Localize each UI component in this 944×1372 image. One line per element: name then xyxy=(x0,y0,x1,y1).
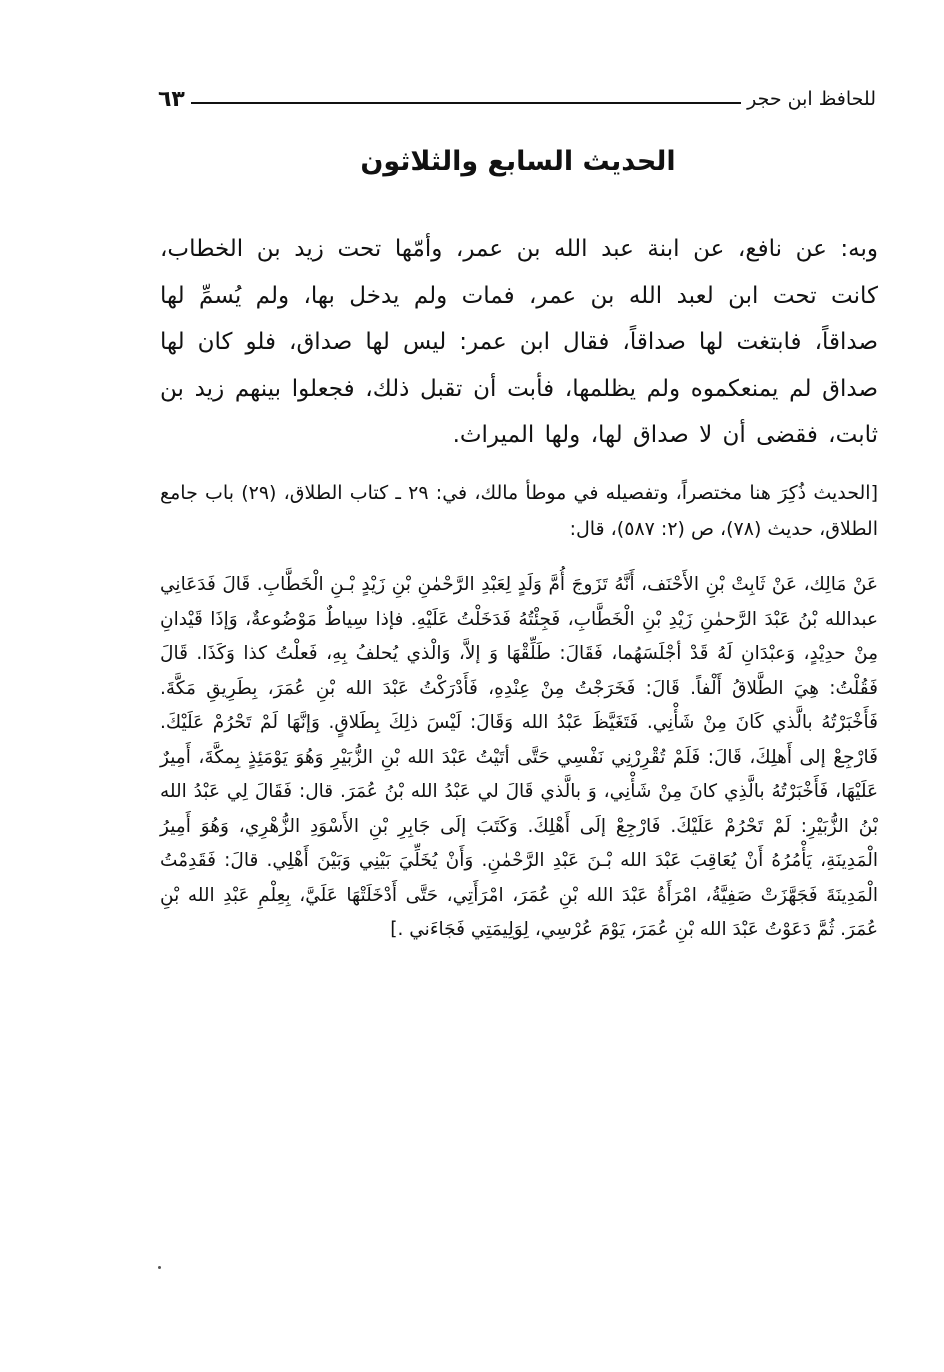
editor-note: [الحديث ذُكِرَ هنا مختصراً، وتفصيله في موطأ مالك، في: ٢٩ ـ كتاب الطلاق، (٢٩) باب جامع الطلاق، حديث (٧٨)، ص (٢: ٥٨٧)، قال: xyxy=(160,482,878,540)
scan-speck xyxy=(158,1266,161,1269)
muwatta-quote: عَنْ مَالِك، عَنْ ثَابِتْ بْنِ الأَحْنَف، أَنَّهُ تَزَوجَ أُمَّ وَلَدٍ لِعَبْدِ الرَّحْمٰنِ بْنِ زَيْدٍ بْـنِ الْخَطَّابِ. قَالَ فَدَعَانِي عبدالله بْنُ عَبْدَ الرَّحمٰنِ زَيْدِ بْنِ الْخَطَّابِ، فَجِئْتُهُ فَدَخَلْتُ عَلَيْهِ. فإذا سِياطٌ مَوْضُوعةٌ، وَإذَا قَيْدانِ مِنْ حدِيْدٍ، وَعبْدَانِ لَهُ قَدْ أجْلَسَهُما، فَقَالَ: طَلِّقْهَا وَ إلاَّ، وَالْذي يُحلفُ بِهِ، فَعلْتُ كذا وَكَذَا. قَالَ فَقُلْتُ: هِيَ الطَّلاقُ أَلْفاً. قَالَ: فَخَرَجْتُ مِنْ عِنْدِهِ، فَأَدْرَكْتُ عَبْدَ الله بْنِ عُمَرَ، بِطَرِيقِ مَكَّةَ. فَأَخْبَرْتُهُ بالَّذي كَانَ مِنْ شَأْنِي. فَتَغَيَّظَ عَبْدُ الله وَقَالَ: لَيْسَ ذلِكَ بِطَلاقٍ. وَإنَّهَا لَمْ تَحْرُمْ عَلَيْكَ. فَارْجِعْ إلى أَهلِكَ، قَالَ: فَلَمْ تُقْرِرْنِي نَفْسِي حَتَّى أتَيْتُ عَبْدَ الله بْنِ الزُّبَيْرِ وَهُوَ يَوْمَئِذٍ بِمكَّةَ، أَمِيرٌ عَلَيْهَا، فَأَخْبَرْتُهُ بالَّذِي كانَ مِنْ شَأْنِي، وَ بالَّذي قَالَ لي عَبْدُ الله بْنُ عُمَرَ. قال: فَقَالَ لِي عَبْدُ الله بْنُ الزُّبَيْرِ: لَمْ تَحْرُمْ عَلَيْكَ. فَارْجِعْ إلَى أَهْلِكَ. وَكَتَبَ إلَى جَابِرِ بْنِ الأَسْوَدِ الزُّهْرِي، وَهُوَ أَمِيرُ الْمَدِينَةِ، يَأْمُرُهُ أَنْ يُعَاقِبَ عَبْدَ الله بْـنَ عَبْدِ الرَّحْمٰنِ. وَأَنْ يُخَلِّيَ بَيْنِي وَبَيْنَ أَهْلِي. قالَ: فَقَدِمْتُ الْمَدِينَةَ فَجَهَّزَتْ صَفِيَّةُ، امْرَأَةُ عَبْدَ الله بْنِ عُمَرَ، امْرَأَتِي، حَتَّى أَدْخَلَتْهَا عَلَيَّ، بِعِلْمِ عَبْدِ الله بْنِ عُمَرَ. ثُمَّ دَعَوْتُ عَبْدَ الله بْنِ عُمَرَ، يَوْمَ عُرْسِي، لِوَلِيمَتِي فَجَاءَني .] xyxy=(160,574,878,940)
header-rule xyxy=(191,102,741,104)
running-header xyxy=(158,82,876,116)
running-title: للحافظ ابن حجر xyxy=(747,88,876,110)
hadith-title: الحديث السابع والثلاثون xyxy=(360,146,676,177)
hadith-text: وبه: عن نافع، عن ابنة عبد الله بن عمر، وأمّها تحت زيد بن الخطاب، كانت تحت ابن لعبد الله بن عمر، فمات ولم يدخل بها، ولم يُسمِّ لها صداقاً، فابتغت لها صداقاً، فقال ابن عمر: ليس لها صداق، فلو كان لها صداق لم يمنعكموه ولم يظلمها، فأبت أن تقبل ذلك، فجعلوا بينهم زيد بن ثابت، فقضى أن لا صداق لها، ولها الميراث. xyxy=(160,236,878,448)
page-number: ٦٣ xyxy=(158,86,185,112)
